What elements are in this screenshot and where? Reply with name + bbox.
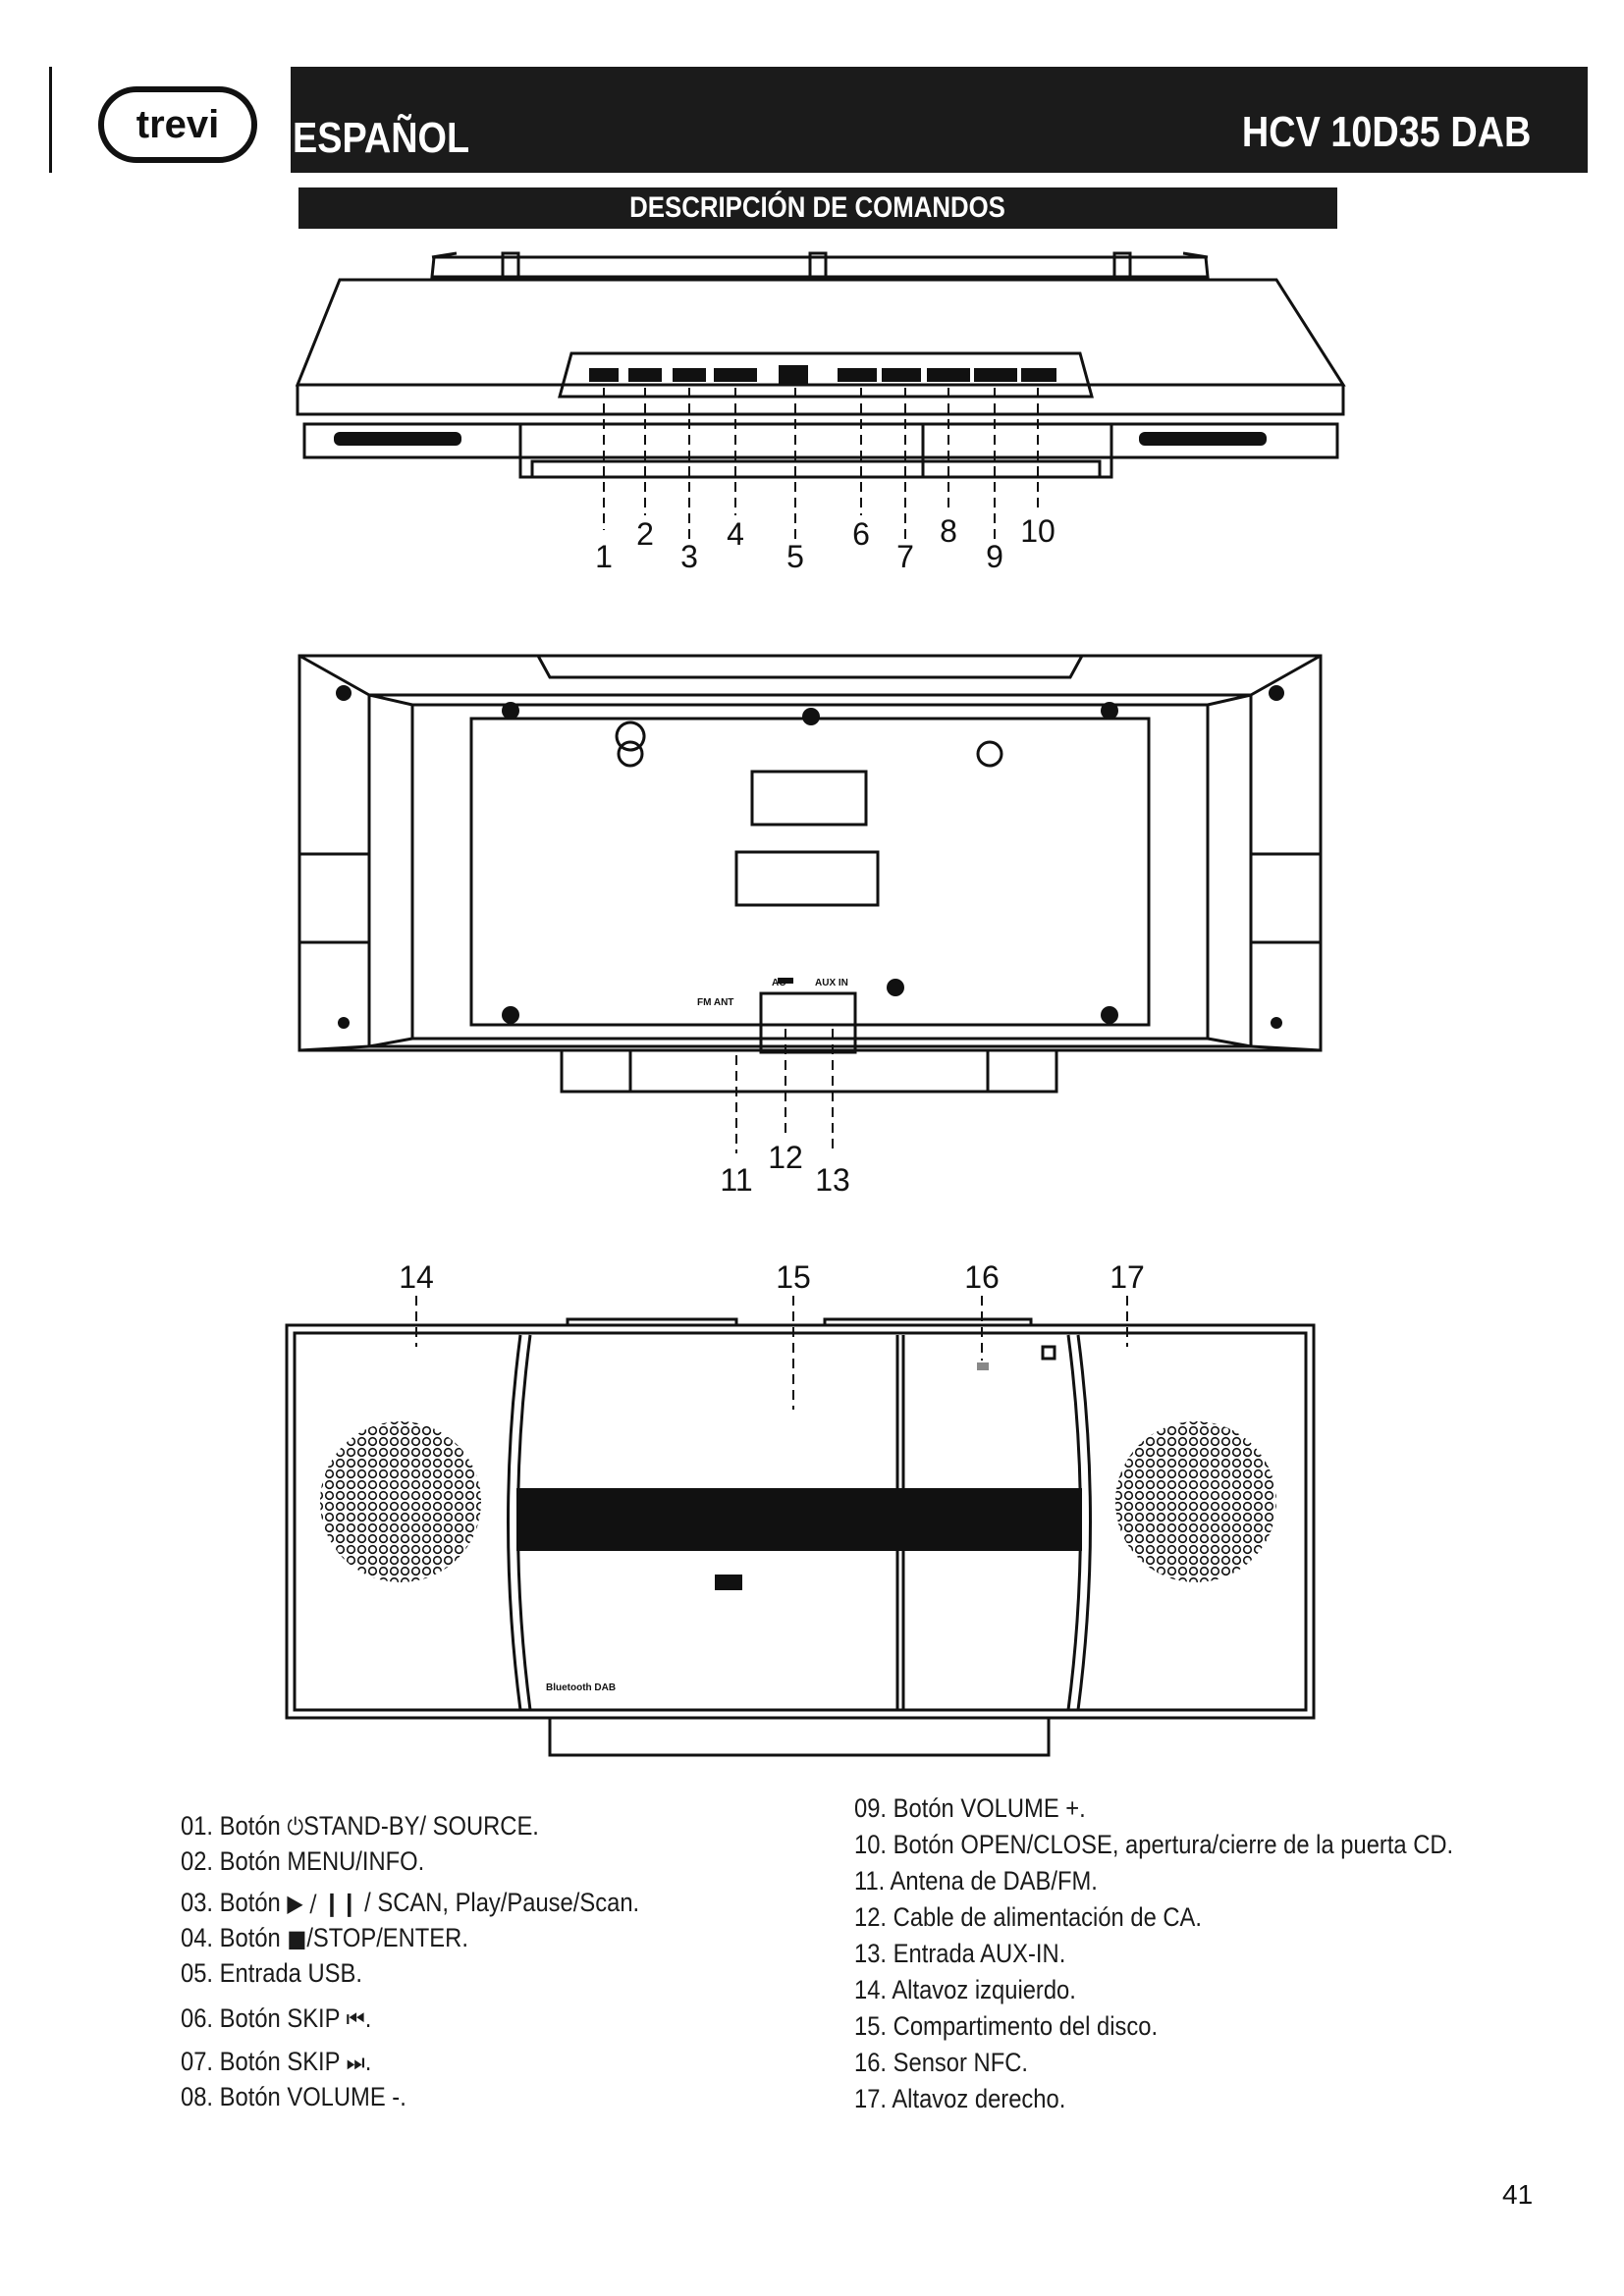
list-item: 10. Botón OPEN/CLOSE, apertura/cierre de la puerta CD. <box>854 1830 1454 1859</box>
callout-13: 13 <box>815 1162 850 1198</box>
list-item: 17. Altavoz derecho. <box>854 2084 1066 2113</box>
power-icon: ⏻ <box>287 1813 304 1841</box>
list-item: 13. Entrada AUX-IN. <box>854 1939 1066 1968</box>
callout-12: 12 <box>768 1140 803 1175</box>
skip-forward-icon: ⏭ <box>346 2049 365 2076</box>
list-item: 06. Botón SKIP ⏮. <box>181 2003 372 2033</box>
callout-11: 11 <box>720 1162 753 1198</box>
list-item: 09. Botón VOLUME +. <box>854 1793 1086 1823</box>
callout-2: 2 <box>636 516 654 552</box>
play-pause-icon: ▶ / ❙❙ <box>287 1890 358 1917</box>
callout-17: 17 <box>1110 1259 1145 1295</box>
model-name: HCV 10D35 DAB <box>1241 108 1531 156</box>
panel-label-aux-in: AUX IN <box>815 978 848 988</box>
list-item: 14. Altavoz izquierdo. <box>854 1975 1076 2004</box>
logo-text: trevi <box>135 103 220 146</box>
callout-1: 1 <box>595 539 613 574</box>
callout-8: 8 <box>940 513 957 549</box>
list-item: 07. Botón SKIP ⏭. <box>181 2047 372 2076</box>
list-item: 16. Sensor NFC. <box>854 2048 1028 2077</box>
callout-7: 7 <box>896 539 914 574</box>
panel-label-fm-ant: FM ANT <box>697 997 734 1008</box>
stop-icon: ■ <box>287 1925 307 1952</box>
callout-6: 6 <box>852 516 870 552</box>
list-item: 01. Botón ⏻STAND-BY/ SOURCE. <box>181 1811 539 1841</box>
list-item: 02. Botón MENU/INFO. <box>181 1846 425 1876</box>
callout-9: 9 <box>986 539 1003 574</box>
callout-15: 15 <box>776 1259 811 1295</box>
skip-back-icon: ⏮ <box>346 2005 365 2033</box>
panel-label-ac: AC <box>772 978 786 988</box>
list-item: 12. Cable de alimentación de CA. <box>854 1902 1203 1932</box>
front-badge: Bluetooth DAB <box>546 1682 617 1693</box>
section-title-text: DESCRIPCIÓN DE COMANDOS <box>629 191 1006 224</box>
controls-list-right <box>854 1790 1561 2124</box>
callout-5: 5 <box>786 539 804 574</box>
callout-14: 14 <box>399 1259 434 1295</box>
callout-3: 3 <box>680 539 698 574</box>
list-item: 08. Botón VOLUME -. <box>181 2082 406 2111</box>
language-label: ESPAÑOL <box>293 114 470 162</box>
callout-16: 16 <box>964 1259 1000 1295</box>
callout-10: 10 <box>1020 513 1056 549</box>
controls-list-left <box>181 1808 809 2132</box>
list-item: 15. Compartimento del disco. <box>854 2011 1159 2041</box>
list-item: 11. Antena de DAB/FM. <box>854 1866 1098 1896</box>
list-item: 05. Entrada USB. <box>181 1958 362 1988</box>
list-item: 04. Botón ■/STOP/ENTER. <box>181 1923 468 1952</box>
callout-4: 4 <box>727 516 744 552</box>
list-item: 03. Botón ▶ / ❙❙ / SCAN, Play/Pause/Scan. <box>181 1888 640 1917</box>
page-number: 41 <box>1502 2179 1534 2210</box>
